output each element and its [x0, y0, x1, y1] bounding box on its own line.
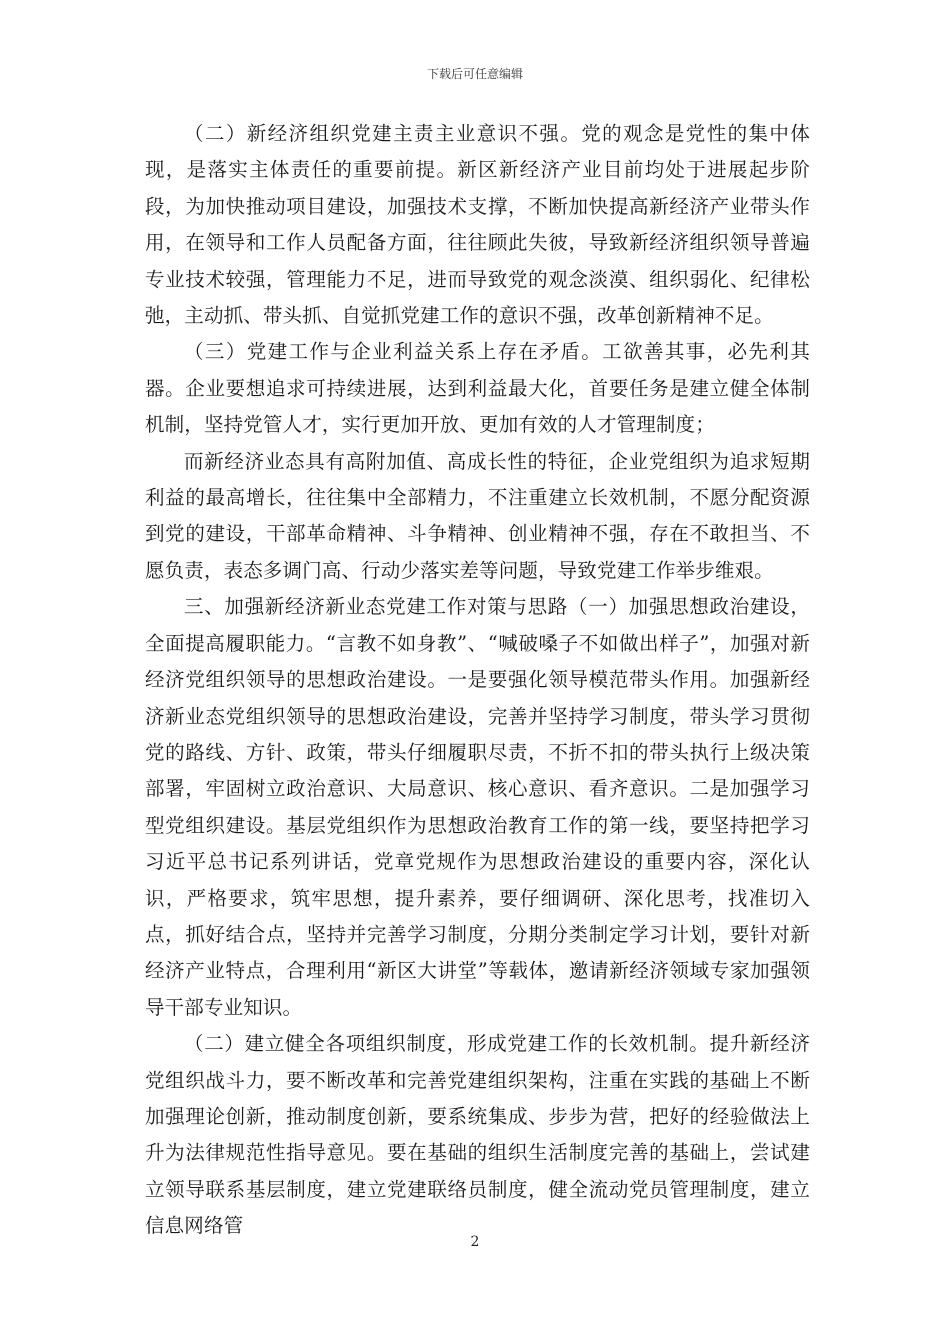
paragraph-enterprise-interest: （三）党建工作与企业利益关系上存在矛盾。工欲善其事，必先利其器。企业要想追求可持续进展，达到利益最大化，首要任务是建立健全体制机制，坚持党管人才，实行更加开放、更加有效的人才管理制度；: [145, 340, 810, 437]
page-header: 下载后可任意编辑: [426, 67, 523, 81]
document-body: [145, 116, 810, 1245]
paragraph-organization-system: （二）建立健全各项组织制度，形成党建工作的长效机制。提升新经济党组织战斗力，要不断改革和完善党建组织架构，注重在实践的基础上不断加强理论创新，推动制度创新，要系统集成、步步为营，把好的经验做法上升为法律规范性指导意见。要在基础的组织生活制度完善的基础上，尝试建立领导联系基层制度，建立党建联络员制度，健全流动党员管理制度，建立信息网络管: [145, 1032, 810, 1238]
paragraph-party-awareness: （二）新经济组织党建主责主业意识不强。党的观念是党性的集中体现，是落实主体责任的重要前提。新区新经济产业目前均处于进展起步阶段，为加快推动项目建设，加强技术支撑，不断加快提高新经济产业带头作用，在领导和工作人员配备方面，往往顾此失彼，导致新经济组织领导普遍专业技术较强，管理能力不足，进而导致党的观念淡漠、组织弱化、纪律松弛，主动抓、带头抓、自觉抓党建工作的意识不强，改革创新精神不足。: [145, 122, 810, 328]
paragraph-countermeasures: 三、加强新经济新业态党建工作对策与思路（一）加强思想政治建设，全面提高履职能力。“言教不如身教”、“喊破嗓子不如做出样子”，加强对新经济党组织领导的思想政治建设。一是要强化领导模范带头作用。加强新经济新业态党组织领导的思想政治建设，完善并坚持学习制度，带头学习贯彻党的路线、方针、政策，带头仔细履职尽责，不折不扣的带头执行上级决策部署，牢固树立政治意识、大局意识、核心意识、看齐意识。二是加强学习型党组织建设。基层党组织作为思想政治教育工作的第一线，要坚持把学习习近平总书记系列讲话，党章党规作为思想政治建设的重要内容，深化认识，严格要求，筑牢思想，提升素养，要仔细调研、深化思考，找准切入点，抓好结合点，坚持并完善学习制度，分期分类制定学习计划，要针对新经济产业特点，合理利用“新区大讲堂”等载体，邀请新经济领域专家加强领导干部专业知识。: [145, 595, 810, 1019]
page-number: 2: [470, 1234, 480, 1250]
paragraph-new-economy-features: 而新经济业态具有高附加值、高成长性的特征，企业党组织为追求短期利益的最高增长，往往集中全部精力，不注重建立长效机制，不愿分配资源到党的建设，干部革命精神、斗争精神、创业精神不强，存在不敢担当、不愿负责，表态多调门高、行动少落实差等问题，导致党建工作举步维艰。: [145, 449, 810, 582]
